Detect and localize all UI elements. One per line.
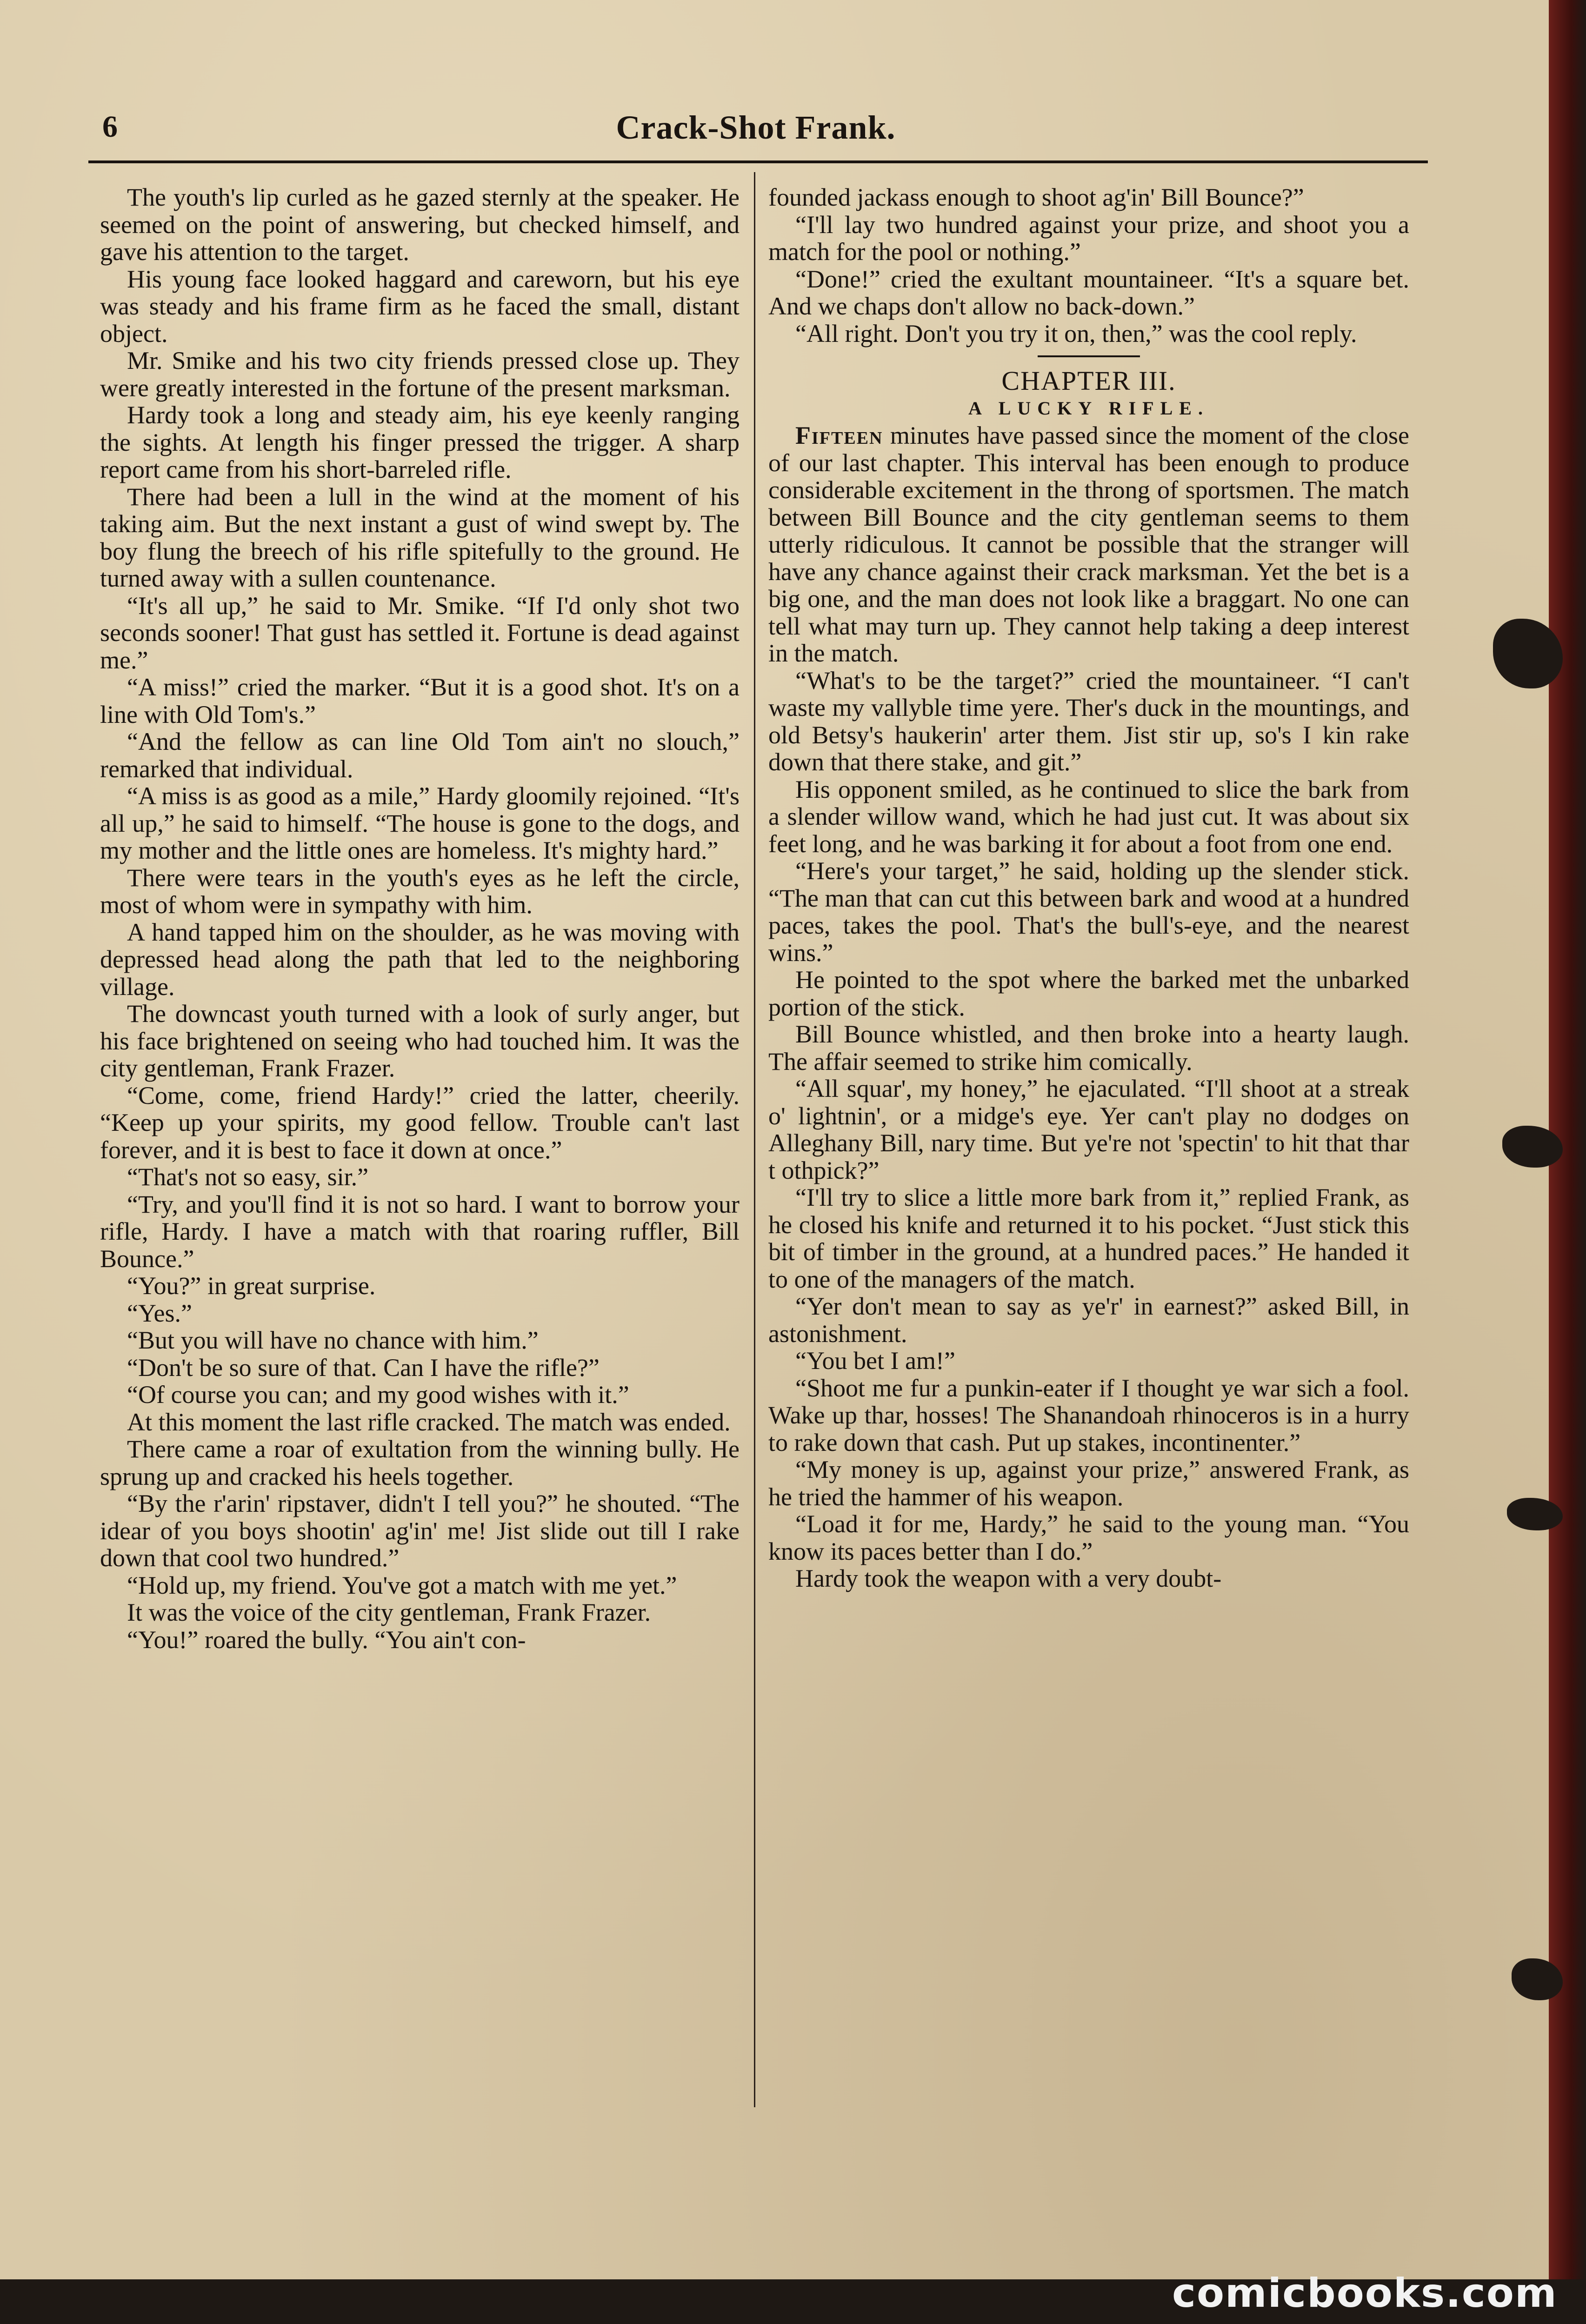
- paragraph: His young face looked haggard and careworn, but his eye was steady and his frame firm as he faced the small, distant object.: [100, 265, 740, 347]
- paragraph: “You bet I am!”: [795, 1347, 955, 1375]
- paragraph: Bill Bounce whistled, and then broke into a hearty laugh. The affair seemed to strike him comically.: [768, 1020, 1409, 1075]
- chapter-rule: [1038, 355, 1140, 357]
- paragraph: “You?” in great surprise.: [127, 1272, 376, 1300]
- paragraph: “Yes.”: [127, 1299, 193, 1327]
- chapter-opening-text: minutes have passed since the moment of the close of our last chapter. This interval has been enough to produce considerable excitement in the throng of sportsmen. The match between Bill Bounce and the city gentleman seems to them utterly ridiculous. It cannot be possible that the stranger will have any chance against their crack marksman. Yet the bet is a big one, and the man does not look like a braggart. No one can tell what may turn up. They cannot help taking a deep interest in the match.: [768, 421, 1409, 667]
- paragraph: “By the r'arin' ripstaver, didn't I tell you?” he shouted. “The idear of you boys shootin' ag'in' me! Jist slide out till I rake down that cool two hundred.”: [100, 1489, 740, 1572]
- paragraph: “I'll try to slice a little more bark from it,” replied Frank, as he closed his knife and returned it to his pocket. “Just stick this bit of timber in the ground, at a hundred paces.” He handed it to one of the managers of the match.: [768, 1183, 1409, 1293]
- paragraph: “That's not so easy, sir.”: [127, 1163, 369, 1191]
- paragraph: Hardy took a long and steady aim, his eye keenly ranging the sights. At length his finger pressed the trigger. A sharp report came from his short-barreled rifle.: [100, 401, 740, 483]
- right-column-body: [768, 667, 1409, 1592]
- chapter-opening-word: Fifteen: [795, 421, 883, 449]
- paragraph: “Done!” cried the exultant mountaineer. “It's a square bet. And we chaps don't allow no back-down.”: [768, 265, 1409, 320]
- paragraph: “But you will have no chance with him.”: [127, 1326, 539, 1354]
- paragraph: The downcast youth turned with a look of surly anger, but his face brightened on seeing who had touched him. It was the city gentleman, Frank Frazer.: [100, 1000, 740, 1082]
- paragraph: “All squar', my honey,” he ejaculated. “I'll shoot at a streak o' lightnin', or a midge's eye. Yer can't play no dodges on Alleghany Bill, nary time. But ye're not 'spectin' to hit that thar t othpick?”: [768, 1075, 1409, 1184]
- paragraph: “It's all up,” he said to Mr. Smike. “If I'd only shot two seconds sooner! That gust has settled it. Fortune is dead against me.”: [100, 591, 740, 674]
- paragraph: “Shoot me fur a punkin-eater if I thought ye war sich a fool. Wake up thar, hosses! The Shanandoah rhinoceros is in a hurry to rake down that cash. Put up stakes, incontinenter.”: [768, 1374, 1409, 1456]
- paragraph: Mr. Smike and his two city friends pressed close up. They were greatly interested in the fortune of the present marksman.: [100, 347, 740, 402]
- paragraph: The youth's lip curled as he gazed sternly at the speaker. He seemed on the point of answering, but checked himself, and gave his attention to the target.: [100, 183, 740, 266]
- chapter-subtitle: A LUCKY RIFLE.: [968, 397, 1209, 419]
- page-header: [88, 105, 1423, 156]
- paragraph: “A miss is as good as a mile,” Hardy gloomily rejoined. “It's all up,” he said to himself. “The house is gone to the dogs, and my mother and the little ones are homeless. It's mighty hard.”: [100, 782, 740, 864]
- paragraph: “Yer don't mean to say as ye'r' in earnest?” asked Bill, in astonishment.: [768, 1292, 1409, 1348]
- paragraph: There came a roar of exultation from the winning bully. He sprung up and cracked his heels together.: [100, 1435, 740, 1490]
- page-number: 6: [102, 110, 118, 144]
- paragraph: “A miss!” cried the marker. “But it is a good shot. It's on a line with Old Tom's.”: [100, 673, 740, 728]
- paragraph: It was the voice of the city gentleman, Frank Frazer.: [127, 1598, 651, 1626]
- paragraph: “Here's your target,” he said, holding up the slender stick. “The man that can cut this between bark and wood at a hundred paces, takes the pool. That's the bull's-eye, and the nearest wins.”: [768, 857, 1409, 967]
- paragraph: founded jackass enough to shoot ag'in' Bill Bounce?”: [768, 183, 1304, 211]
- paragraph: His opponent smiled, as he continued to slice the bark from a slender willow wand, which he had just cut. It was about six feet long, and he was barking it for about a foot from one end.: [768, 775, 1409, 858]
- paragraph: “You!” roared the bully. “You ain't con-: [127, 1625, 526, 1654]
- paragraph: “Of course you can; and my good wishes with it.”: [127, 1381, 629, 1409]
- running-title: Crack-Shot Frank.: [616, 109, 896, 146]
- left-column: [100, 184, 740, 1653]
- watermark-logo: comicbooks.com: [1172, 2270, 1558, 2317]
- right-column-continuation: [768, 184, 1409, 347]
- column-divider: [754, 172, 755, 2107]
- paragraph: There had been a lull in the wind at the moment of his taking aim. But the next instant a gust of wind swept by. The boy flung the breech of his rifle spitefully to the ground. He turned away with a sullen countenance.: [100, 482, 740, 592]
- paragraph: At this moment the last rifle cracked. The match was ended.: [127, 1408, 731, 1436]
- chapter-opening-paragraph: [768, 422, 1409, 667]
- paragraph: There were tears in the youth's eyes as he left the circle, most of whom were in sympathy with him.: [100, 863, 740, 919]
- paragraph: He pointed to the spot where the barked met the unbarked portion of the stick.: [768, 966, 1409, 1021]
- paragraph: “Hold up, my friend. You've got a match with me yet.”: [127, 1571, 677, 1599]
- right-column: [768, 184, 1409, 1592]
- header-rule: [88, 160, 1428, 163]
- paragraph: Hardy took the weapon with a very doubt-: [795, 1564, 1222, 1592]
- paragraph: “Don't be so sure of that. Can I have the rifle?”: [127, 1353, 600, 1382]
- paragraph: “Load it for me, Hardy,” he said to the young man. “You know its paces better than I do.”: [768, 1510, 1409, 1565]
- paragraph: “What's to be the target?” cried the mountaineer. “I can't waste my vallyble time yere. Ther's duck in the mountings, and old Betsy's haukerin' arter them. Jist stir up, so's I kin rake down that there stake, and git.”: [768, 666, 1409, 776]
- paragraph: “All right. Don't you try it on, then,” was the cool reply.: [795, 319, 1357, 347]
- paragraph: “I'll lay two hundred against your prize, and shoot you a match for the pool or nothing.”: [768, 210, 1409, 266]
- paragraph: A hand tapped him on the shoulder, as he was moving with depressed head along the path that led to the neighboring village.: [100, 918, 740, 1001]
- paragraph: “Come, come, friend Hardy!” cried the latter, cheerily. “Keep up your spirits, my good fellow. Trouble can't last forever, and it is best to face it down at once.”: [100, 1081, 740, 1164]
- paragraph: “Try, and you'll find it is not so hard. I want to borrow your rifle, Hardy. I have a match with that roaring ruffler, Bill Bounce.”: [100, 1190, 740, 1273]
- paragraph: “My money is up, against your prize,” answered Frank, as he tried the hammer of his weapon.: [768, 1456, 1409, 1511]
- chapter-title: CHAPTER III.: [1001, 366, 1176, 396]
- paragraph: “And the fellow as can line Old Tom ain't no slouch,” remarked that individual.: [100, 728, 740, 783]
